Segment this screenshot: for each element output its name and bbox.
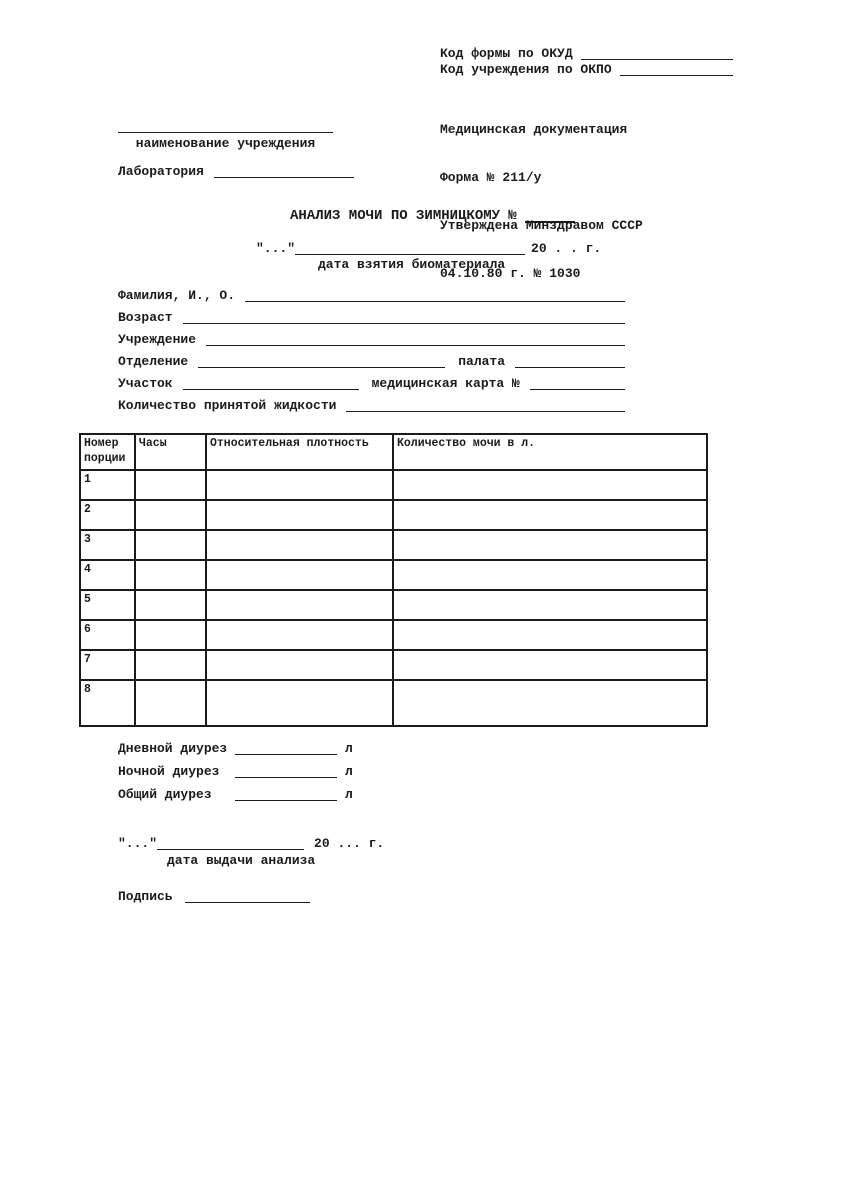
signature-blank-line [185, 901, 310, 903]
density-cell [206, 590, 393, 620]
institution-caption: наименование учреждения [135, 136, 316, 151]
portions-table [79, 433, 708, 727]
ward-label: палата [458, 354, 506, 369]
signature-row [118, 886, 310, 903]
field-row-age [118, 302, 625, 324]
age-label: Возраст [118, 310, 173, 325]
table-row [80, 590, 707, 620]
laboratory-label: Лаборатория [118, 164, 204, 179]
night-diuresis-unit: л [345, 764, 353, 779]
doc-info-line: Утверждена Минздравом СССР [440, 218, 643, 233]
okud-blank-line [581, 58, 733, 60]
col-header-portion-number: Номер порции [80, 434, 135, 470]
table-row [80, 470, 707, 500]
portion-number-cell: 8 [80, 680, 135, 726]
age-blank-line [183, 322, 625, 324]
fluid-blank-line [346, 410, 625, 412]
form-title-row [290, 206, 575, 223]
table-row [80, 530, 707, 560]
day-diuresis-label: Дневной диурез [118, 741, 228, 756]
table-row [80, 560, 707, 590]
night-diuresis-label: Ночной диурез [118, 764, 220, 779]
okpo-label: Код учреждения по ОКПО [440, 62, 612, 77]
laboratory-row [118, 161, 354, 178]
portion-number-cell: 5 [80, 590, 135, 620]
hours-cell [135, 650, 206, 680]
table-row [80, 500, 707, 530]
field-row-institution [118, 324, 625, 346]
portion-number-cell: 6 [80, 620, 135, 650]
title-number-blank-line [525, 221, 575, 223]
density-cell [206, 650, 393, 680]
col-header-hours: Часы [135, 434, 206, 470]
table-row [80, 680, 707, 726]
portion-number-cell: 2 [80, 500, 135, 530]
field-row-fluid [118, 390, 625, 412]
okud-code-row [440, 44, 733, 60]
col-header-density: Относительная плотность [206, 434, 393, 470]
hours-cell [135, 530, 206, 560]
name-blank-line [245, 300, 625, 302]
sample-date-year: 20 . . г. [531, 241, 602, 256]
hours-cell [135, 590, 206, 620]
okpo-blank-line [620, 74, 733, 76]
amount-cell [393, 680, 707, 726]
field-row-department [118, 346, 625, 368]
department-label: Отделение [118, 354, 189, 369]
total-diuresis-blank-line [235, 799, 337, 801]
amount-cell [393, 620, 707, 650]
issue-date-blank-line [157, 848, 304, 850]
okpo-code-row [440, 60, 733, 76]
med-card-blank-line [530, 388, 625, 390]
laboratory-blank-line [214, 176, 354, 178]
okud-label: Код формы по ОКУД [440, 46, 573, 61]
codes-block [440, 44, 733, 76]
amount-cell [393, 650, 707, 680]
institution-blank-line [118, 119, 333, 133]
day-diuresis-row [118, 732, 353, 755]
portion-number-cell: 4 [80, 560, 135, 590]
hours-cell [135, 500, 206, 530]
diuresis-block [118, 732, 353, 801]
density-cell [206, 470, 393, 500]
density-cell [206, 680, 393, 726]
hours-cell [135, 470, 206, 500]
sample-date-blank-line [295, 253, 525, 255]
density-cell [206, 500, 393, 530]
patient-fields-block [118, 280, 625, 412]
amount-cell [393, 560, 707, 590]
district-blank-line [183, 388, 359, 390]
density-cell [206, 620, 393, 650]
ward-blank-line [515, 366, 625, 368]
name-label: Фамилия, И., О. [118, 288, 236, 303]
total-diuresis-row [118, 778, 353, 801]
day-diuresis-blank-line [235, 753, 337, 755]
amount-cell [393, 530, 707, 560]
issue-date-row [118, 833, 384, 850]
total-diuresis-label: Общий диурез [118, 787, 212, 802]
doc-info-line: Форма № 211/у [440, 170, 542, 185]
department-blank-line [198, 366, 445, 368]
sample-date-quote: "..." [256, 241, 296, 256]
doc-info-line: 04.10.80 г. № 1030 [440, 266, 581, 281]
issue-date-year: 20 ... г. [314, 836, 385, 851]
portion-number-cell: 7 [80, 650, 135, 680]
institution-field-blank-line [206, 344, 625, 346]
sample-date-row [256, 238, 601, 255]
field-row-district [118, 368, 625, 390]
total-diuresis-unit: л [345, 787, 353, 802]
amount-cell [393, 500, 707, 530]
amount-cell [393, 470, 707, 500]
fluid-label: Количество принятой жидкости [118, 398, 337, 413]
med-card-label: медицинская карта № [371, 376, 520, 391]
day-diuresis-unit: л [345, 741, 353, 756]
sample-date-caption: дата взятия биоматериала [318, 257, 506, 272]
col-header-urine-amount: Количество мочи в л. [393, 434, 707, 470]
night-diuresis-blank-line [235, 776, 337, 778]
density-cell [206, 560, 393, 590]
amount-cell [393, 590, 707, 620]
page-title: АНАЛИЗ МОЧИ ПО ЗИМНИЦКОМУ № [290, 208, 517, 224]
field-row-name [118, 280, 625, 302]
table-header-row [80, 434, 707, 470]
hours-cell [135, 560, 206, 590]
density-cell [206, 530, 393, 560]
portion-number-cell: 1 [80, 470, 135, 500]
hours-cell [135, 680, 206, 726]
night-diuresis-row [118, 755, 353, 778]
doc-info-line: Медицинская документация [440, 122, 628, 137]
institution-name-block [118, 119, 333, 150]
issue-date-quote: "..." [118, 836, 158, 851]
district-label: Участок [118, 376, 173, 391]
institution-label: Учреждение [118, 332, 197, 347]
signature-label: Подпись [118, 889, 173, 904]
table-row [80, 620, 707, 650]
issue-date-caption: дата выдачи анализа [167, 853, 316, 868]
portion-number-cell: 3 [80, 530, 135, 560]
hours-cell [135, 620, 206, 650]
table-row [80, 650, 707, 680]
